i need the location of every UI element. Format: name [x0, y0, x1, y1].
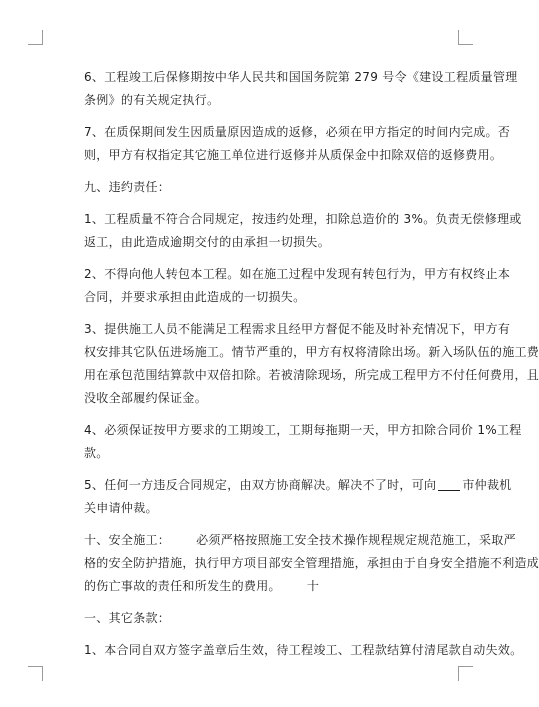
clause-7-repair: 7、在质保期间发生因质量原因造成的返修，必须在甲方指定的时间内完成。否 则，甲方有权指定其它施工单位进行返修并从质保金中扣除双倍的返修费用。 — [84, 125, 511, 162]
section-1-other-terms-heading: 一、其它条款： — [84, 611, 171, 625]
breach-item-3: 3、提供施工人员不能满足工程需求且经甲方督促不能及时补充情况下，甲方有 权安排其它队伍进场施工。情节严重的，甲方有权将清除出场。新入场队伍的施工费 用在承包范围结算款中双倍扣除。若被清除现场，所完成工程甲方不付任何费用，且 没收全部履约保证金。 — [84, 322, 539, 405]
crop-mark-bottom-left — [28, 666, 43, 681]
other-terms-item-1: 1、本合同自双方签字盖章后生效，待工程竣工、工程款结算付清尾款自动失效。 — [84, 643, 523, 657]
breach-item-5: 5、任何一方违反合同规定，由双方协商解决。解决不了时，可向 市仲裁机 关申请仲裁。 — [84, 478, 512, 515]
section-10-safety: 十、安全施工： 必须严格按照施工安全技术操作规程规定规范施工，采取严 格的安全防护措施，执行甲方项目部安全管理措施，承担由于自身安全措施不利造成 的伤亡事故的责任和所发生的费用。 十 — [84, 533, 539, 593]
document-body — [61, 66, 539, 671]
section-9-heading: 九、违约责任： — [84, 180, 171, 194]
crop-mark-bottom-right — [458, 666, 473, 681]
breach-item-4: 4、必须保证按甲方要求的工期竣工，工期每拖期一天，甲方扣除合同价 1%工程 款。 — [84, 423, 522, 460]
breach-item-2: 2、不得向他人转包本工程。如在施工过程中发现有转包行为，甲方有权终止本 合同，并要求承担由此造成的一切损失。 — [84, 267, 511, 304]
crop-mark-top-right — [458, 30, 473, 45]
clause-6-warranty: 6、工程竣工后保修期按中华人民共和国国务院第 279 号令《建设工程质量管理 条例》的有关规定执行。 — [84, 70, 518, 107]
fill-in-blank[interactable] — [438, 478, 460, 491]
crop-mark-top-left — [28, 30, 43, 45]
breach-item-1: 1、工程质量不符合合同规定，按违约处理，扣除总造价的 3%。负责无偿修理或 返工，由此造成逾期交付的由承担一切损失。 — [84, 212, 522, 249]
